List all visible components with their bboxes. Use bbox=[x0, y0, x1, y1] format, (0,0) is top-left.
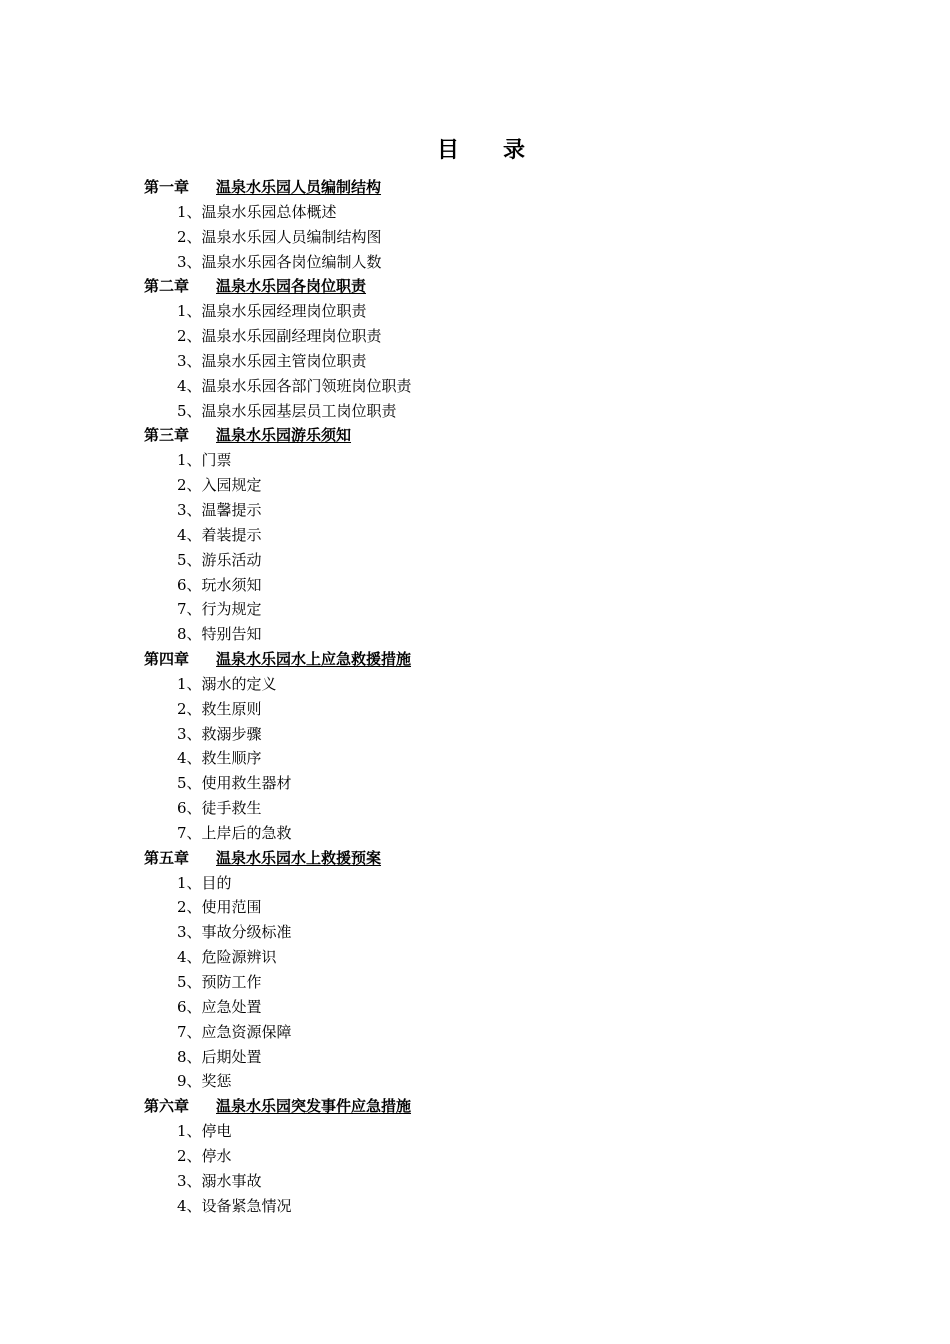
toc-item[interactable]: 1、温泉水乐园经理岗位职责 bbox=[177, 302, 367, 321]
chapter-number: 第五章 bbox=[144, 848, 190, 867]
toc-item[interactable]: 4、设备紧急情况 bbox=[177, 1196, 292, 1215]
toc-item[interactable]: 7、行为规定 bbox=[177, 600, 262, 619]
toc-item[interactable]: 3、事故分级标准 bbox=[177, 923, 292, 942]
toc-chapter[interactable] bbox=[144, 647, 844, 672]
toc-item[interactable]: 3、温馨提示 bbox=[177, 500, 262, 519]
toc-item[interactable]: 7、上岸后的急救 bbox=[177, 823, 292, 842]
chapter-title-link[interactable]: 温泉水乐园游乐须知 bbox=[216, 426, 352, 445]
toc-title: 目 录 bbox=[436, 137, 525, 163]
toc-chapter[interactable] bbox=[144, 175, 844, 200]
toc-item[interactable]: 1、门票 bbox=[177, 451, 232, 470]
toc-item[interactable]: 9、奖惩 bbox=[177, 1072, 232, 1091]
toc-item[interactable]: 6、徒手救生 bbox=[177, 799, 262, 818]
toc-item[interactable]: 3、溺水事故 bbox=[177, 1171, 262, 1190]
toc-item[interactable]: 8、特别告知 bbox=[177, 625, 262, 644]
toc-item[interactable]: 8、后期处置 bbox=[177, 1047, 262, 1066]
chapter-number: 第六章 bbox=[144, 1097, 190, 1116]
toc-item[interactable]: 2、温泉水乐园副经理岗位职责 bbox=[177, 327, 382, 346]
toc-item[interactable]: 1、停电 bbox=[177, 1122, 232, 1141]
chapter-number: 第二章 bbox=[144, 277, 190, 296]
toc-item[interactable]: 3、救溺步骤 bbox=[177, 724, 262, 743]
chapter-number: 第一章 bbox=[144, 178, 190, 196]
toc-item[interactable]: 6、应急处置 bbox=[177, 997, 262, 1016]
toc-item[interactable]: 2、使用范围 bbox=[177, 898, 262, 917]
toc-item[interactable]: 4、温泉水乐园各部门领班岗位职责 bbox=[177, 376, 412, 395]
toc-item[interactable]: 1、温泉水乐园总体概述 bbox=[177, 202, 337, 221]
toc-item[interactable]: 4、救生顺序 bbox=[177, 749, 262, 768]
chapter-title-link[interactable]: 温泉水乐园水上救援预案 bbox=[216, 848, 382, 867]
toc-chapter[interactable] bbox=[144, 274, 844, 299]
toc-item[interactable]: 2、停水 bbox=[177, 1146, 232, 1165]
chapter-title-link[interactable]: 温泉水乐园各岗位职责 bbox=[216, 277, 367, 296]
toc-list bbox=[144, 175, 844, 1218]
toc-item[interactable]: 2、救生原则 bbox=[177, 699, 262, 718]
toc-chapter[interactable] bbox=[144, 423, 844, 448]
toc-item[interactable]: 5、使用救生器材 bbox=[177, 774, 292, 793]
chapter-title-link[interactable]: 温泉水乐园水上应急救援措施 bbox=[216, 650, 412, 669]
toc-item[interactable]: 4、着装提示 bbox=[177, 525, 262, 544]
toc-item[interactable]: 2、温泉水乐园人员编制结构图 bbox=[177, 227, 382, 246]
toc-item[interactable]: 5、温泉水乐园基层员工岗位职责 bbox=[177, 401, 397, 420]
toc-item[interactable]: 1、目的 bbox=[177, 873, 232, 892]
toc-item[interactable]: 5、预防工作 bbox=[177, 973, 262, 991]
toc-item[interactable]: 1、溺水的定义 bbox=[177, 674, 277, 693]
toc-item[interactable]: 7、应急资源保障 bbox=[177, 1022, 292, 1041]
chapter-number: 第三章 bbox=[144, 426, 190, 445]
toc-item[interactable]: 3、温泉水乐园各岗位编制人数 bbox=[177, 252, 382, 271]
chapter-number: 第四章 bbox=[144, 650, 190, 669]
toc-item[interactable]: 5、游乐活动 bbox=[177, 550, 262, 569]
toc-chapter[interactable] bbox=[144, 1094, 844, 1119]
toc-item[interactable]: 6、玩水须知 bbox=[177, 575, 262, 594]
toc-chapter[interactable] bbox=[144, 846, 844, 871]
toc-item[interactable]: 4、危险源辨识 bbox=[177, 948, 277, 967]
chapter-title-link[interactable]: 温泉水乐园突发事件应急措施 bbox=[216, 1097, 412, 1116]
toc-item[interactable]: 2、入园规定 bbox=[177, 476, 262, 495]
chapter-title-link[interactable]: 温泉水乐园人员编制结构 bbox=[216, 178, 382, 196]
toc-item[interactable]: 3、温泉水乐园主管岗位职责 bbox=[177, 351, 367, 370]
